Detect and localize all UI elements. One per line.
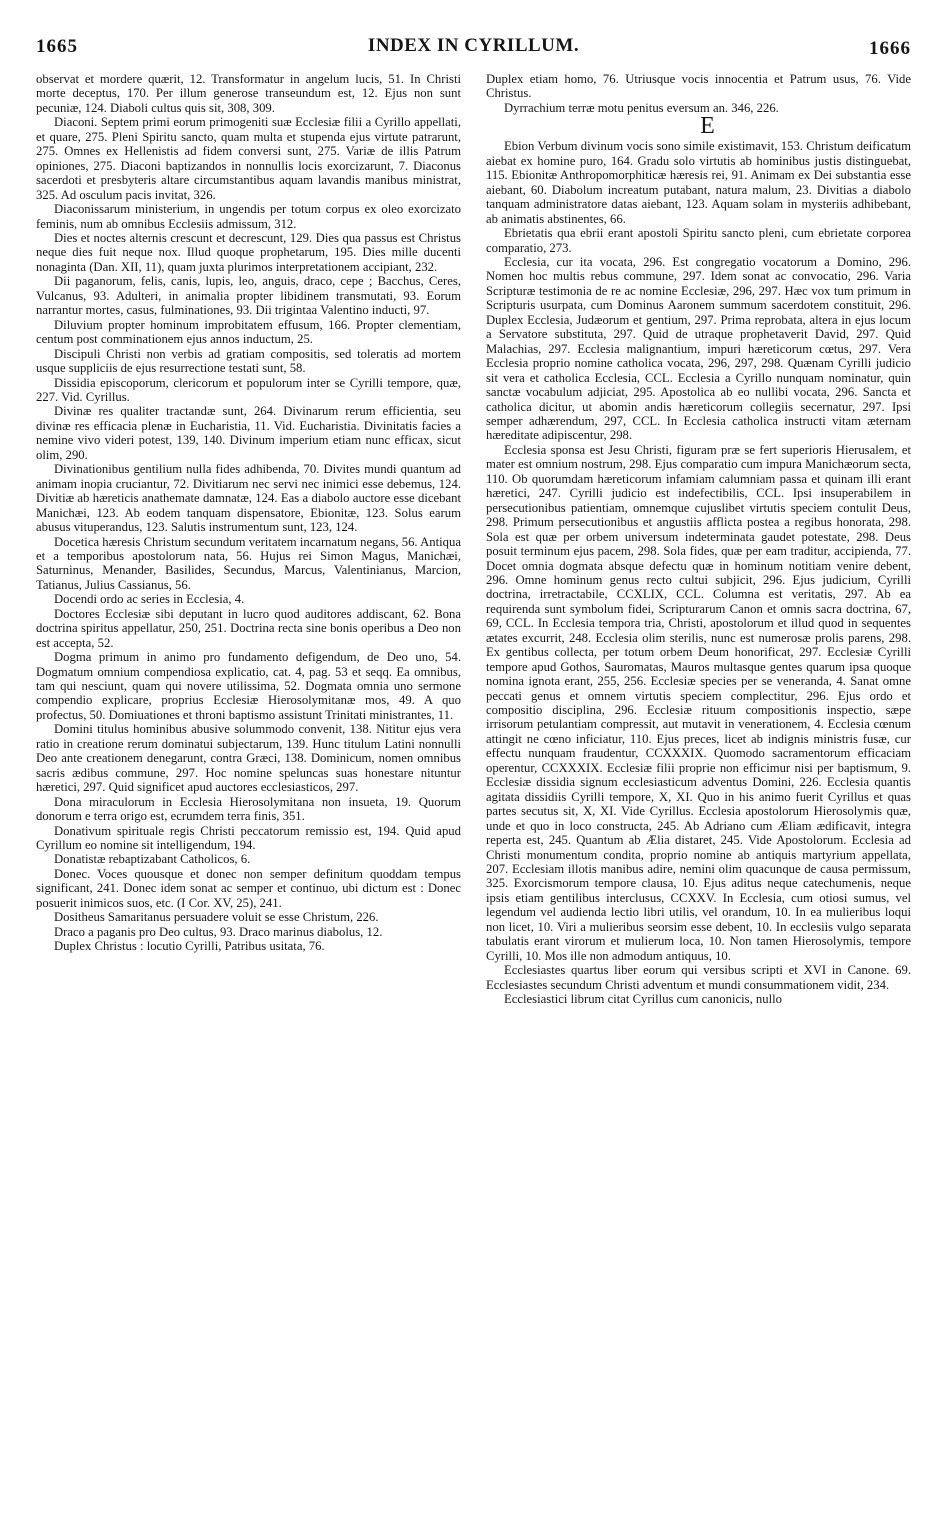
index-entry: Domini titulus hominibus abusive solummodo convenit, 138. Nititur ejus vera ratio in creatione rerum dominatui subjectarum, 139. Hunc titulum Latini nonnulli Deo ante creationem denegarunt, contra Græci, 138. Dominicum, nomen omnibus sacris ædibus commune, 297. Hoc nomine speluncas suas honestare nituntur hæretici, 297. Quid significet apud auctores ecclesiasticos, 297.: [36, 722, 461, 795]
index-entry: Dies et noctes alternis crescunt et decrescunt, 129. Dies qua passus est Christus neque dies fuit neque nox. Illud quoque prophetarum, 195. Dies mille ducenti nonaginta (Dan. XII, 11), quam juxta plurimos interpretationem accipiant, 232.: [36, 230, 461, 274]
index-entry: Dogma primum in animo pro fundamento defigendum, de Deo uno, 54. Dogmatum omnium compendiosa explicatio, cat. 4, pag. 53 et seqq. Ea omnibus, tam qui nesciunt, quam qui novere utilissima, 52. Dogmata omnia uno sermone compendio explicare, proprius Ecclesiæ Hierosolymitanæ mos, 49. A quo profectus, 50. Domiuationes et throni baptismo assistunt Trinitati ministrantes, 11.: [36, 650, 461, 722]
index-entry: Draco a paganis pro Deo cultus, 93. Draco marinus diabolus, 12.: [54, 924, 383, 939]
index-entry: Divinæ res qualiter tractandæ sunt, 264. Divinarum rerum efficientia, seu divinæ res efficacia plenæ in Eucharistia, 11. Vid. Eucharistia. Divinitatis facies a nemine vivo videri potest, 139, 140. Divinum imperium etiam nunc efficax, sicut olim, 290.: [36, 404, 461, 462]
right-column: [486, 72, 911, 1007]
index-entry: Duplex etiam homo, 76. Utriusque vocis innocentia et Patrum usus, 76. Vide Christus.: [486, 72, 911, 101]
page-header: [36, 30, 911, 64]
index-entry: Donativum spirituale regis Christi peccatorum remissio est, 194. Quid apud Cyrillum eo nomine sit intelligendum, 194.: [36, 823, 461, 853]
index-entry: Dyrrachium terræ motu penitus eversum an. 346, 226.: [504, 100, 779, 115]
index-entry: Ecclesia, cur ita vocata, 296. Est congregatio vocatorum a Domino, 296. Nomen hoc multis rebus commune, 297. Idem sonat ac convocatio, 296. Varia Scripturæ testimonia de re ac nomine Ecclesiæ, 296, 297. Hæc vox tum primum in Scripturis usurpata, cum Dominus Aaronem summum sacerdotem constituit, 296. Duplex Ecclesia, Judæorum et gentium, 297. Prima reprobata, altera in ejus locum a Servatore substituta, 297. Quid de utraque prophetaverit David, 297. Quid Malachias, 297. Ecclesia malignantium, impuri hæreticorum cœtus, 297. Vera Ecclesia proprio nomine catholica vocata, 296, 297, 298. Quænam Cyrilli judicio sit vera et catholica Ecclesia, CCL. Ecclesia a Cyrillo nunquam nominatur, quin sanctæ vocabulum adjiciat, 295. Apostolica ab eo nullibi vocata, 296. Sancta et catholica dicitur, ut abomin andis hæreticorum collegiis secernatur, 297. Ipsi semper adhærendum, 297, CCL. In Ecclesia catholica instructi vitam æternam hæreditate adipiscentur, 298.: [486, 254, 911, 443]
index-entry: Diaconi. Septem primi eorum primogeniti suæ Ecclesiæ filii a Cyrillo appellati, et quare, 275. Pleni Spiritu sancto, quam multa et stupenda ejus virtute patrarunt, 275. Omnes ex Hellenistis ad fidem conversi sunt, 275. Variæ de illis Patrum opiniones, 275. Diaconi baptizandos in nonnullis locis exorcizarunt, 7. Diaconus sacerdoti et presbyteris altare circumstantibus aquam lavandis manibus ministrat, 325. Ad osculum pacis invitat, 326.: [36, 115, 461, 202]
index-entry: Dositheus Samaritanus persuadere voluit se esse Christum, 226.: [54, 910, 379, 925]
index-entry: Ebrietatis qua ebrii erant apostoli Spiritu sancto pleni, cum ebrietate corporea comparatio, 273.: [486, 226, 911, 255]
index-entry: Ebion Verbum divinum vocis sono simile existimavit, 153. Christum deificatum aiebat ex homine puro, 164. Gradu solo virtutis ab hominibus justis distinguebat, 115. Ebionitæ Anthropomorphiticæ hæresis rei, 91. Animam ex Dei substantia esse aiebant, 60. Diabolum increatum putabant, natura malum, 23. Divitias a diabolo tanquam administratore datas aiebant, 123. Aquam solam in mysteriis adhibebant, ab animatis abstinentes, 66.: [486, 139, 911, 226]
index-entry: observat et mordere quærit, 12. Transformatur in angelum lucis, 51. In Christi morte deceptus, 170. Per illum generose transeundum est, 12. Ejus non sunt pecuniæ, 124. Diaboli cultus quis sit, 308, 309.: [36, 72, 461, 115]
section-letter: E: [700, 113, 715, 140]
text-columns: [36, 72, 911, 1007]
index-entry: Ecclesiastici librum citat Cyrillus cum canonicis, nullo: [504, 992, 783, 1007]
index-entry: Duplex Christus : locutio Cyrilli, Patribus usitata, 76.: [54, 939, 325, 954]
index-entry: Dii paganorum, felis, canis, lupis, leo, anguis, draco, cepe ; Bacchus, Ceres, Vulcanus, 93. Adulteri, in animalia propter libidinem transmutati, 93. Eorum narrantur mortes, casus, fulminationes, 93. Dii trigintaa Valentino inducti, 97.: [36, 274, 461, 318]
index-entry: Ecclesiastes quartus liber eorum qui versibus scripti et XVI in Canone. 69. Ecclesiastes secundum Christi adventum et mundi consummationem vidit, 234.: [486, 963, 911, 992]
page-number-right: 1666: [869, 38, 911, 59]
index-entry: Dona miraculorum in Ecclesia Hierosolymitana non insueta, 19. Quorum donorum e terra origo est, ecrumdem terra finis, 351.: [36, 794, 461, 824]
page-title: INDEX IN CYRILLUM.: [367, 35, 580, 56]
index-entry: Dissidia episcoporum, clericorum et populorum inter se Cyrilli tempore, quæ, 227. Vid. Cyrillus.: [36, 375, 461, 404]
index-entry: Discipuli Christi non verbis ad gratiam compositis, sed toleratis ad mortem usque suppliciis de ejus resurrectione testati sunt, 58.: [36, 346, 461, 376]
index-entry: Doctores Ecclesiæ sibi deputant in lucro quod auditores addiscant, 62. Bona doctrina spiritus appellatur, 250, 251. Doctrina recta sine bonis operibus a Deo non est accepta, 52.: [36, 606, 461, 650]
index-entry: Diluvium propter hominum improbitatem effusum, 166. Propter clementiam, centum post comminationem ejus annos inductum, 25.: [36, 317, 461, 347]
left-column: [36, 72, 461, 1007]
index-entry: Donatistæ rebaptizabant Catholicos, 6.: [54, 852, 251, 867]
index-entry: Diaconissarum ministerium, in ungendis per totum corpus ex oleo exorcizato feminis, num ab omnibus Ecclesiis admissum, 312.: [36, 202, 461, 231]
index-entry: Donec. Voces quousque et donec non semper definitum quoddam tempus significant, 241. Donec idem sonat ac semper et continuo, ubi dictum est : Donec posuerit inimicos suos, etc. (I Cor. XV, 25), 241.: [36, 866, 461, 910]
index-entry: Docetica hæresis Christum secundum veritatem incarnatum negans, 56. Antiqua et a temporibus apostolorum nata, 56. Hujus rei Simon Magus, Manichæi, Saturninus, Menander, Basilides, Secundus, Marcus, Valentinianus, Marcion, Tatianus, Julius Cassianus, 56.: [36, 534, 461, 592]
page-number-left: 1665: [36, 36, 78, 57]
index-entry: Docendi ordo ac series in Ecclesia, 4.: [54, 592, 245, 607]
index-entry: Divinationibus gentilium nulla fides adhibenda, 70. Divites mundi quantum ad animam inopia cruciantur, 72. Divitiarum nec servi nec inimici esse debemus, 124. Divitiæ ab hæreticis anathemate damnatæ, 124. Eas a diabolo auctore esse dicebant Manichæi, 123. Ab eodem tanquam dispensatore, Ebionitæ, 123. Solus earum abusus vituperandus, 123. Salutis instrumentum sunt, 123, 124.: [36, 462, 461, 535]
index-entry: Ecclesia sponsa est Jesu Christi, figuram præ se fert superioris Hierusalem, et mater est omnium nostrum, 298. Ejus comparatio cum impura Manichæorum secta, 110. Ob quorumdam hæreticorum infamiam calumniam passa et quinam illi erant hæretici, 247. Cyrilli judicio est indefectibilis, CCL. Ipsi insuperabilem in persecutionibus patientiam, omnemque cujuslibet virtutis speciem contulit Deus, 298. Primum persecutionibus et angustiis afflicta postea a regibus honorata, 298. Sola est quæ per orbem universum indeterminata gaudet potestate, 298. Deus posuit terminum ejus pacem, 298. Sola fides, quæ per eam traditur, accipienda, 77. Docet omnia dogmata absque defectu quæ in hominum notitiam venire debent, 296. Omne hominum genus recto cultui subjicit, 296. Ejus judicium, Cyrilli doctrina, irretractabile, CCXLIX, CCL. Columna est veritatis, 297. Ab ea requirenda sunt symbolum fidei, Scripturarum Canon et omnis sacra doctrina, 67, 69, CCL. In Ecclesia tempora tria, Christi, apostolorum et illud quod in sequentes ætates excurrit, 248. Ecclesia olim sterilis, nunc est numerosæ prolis parens, 298. Ex gentibus collecta, per totum orbem Deum honorificat, 297. Ecclesiæ Cyrilli tempore apud Gothos, Sauromatas, Mauros multasque gentes quarum ipsa quoque nomina ignota erant, 255, 256. Ecclesiæ species per se veneranda, 4. Sanat omne peccati genus et omnem virtutis speciem complectitur, 296. Ejus ordo et compositio disciplina, 296. Ecclesiæ rituum compositionis inspectio, sæpe irrisorum petulantiam compressit, aut mutavit in venerationem, 4. Ecclesia cœnum attingit ne cœno inficiatur, 110. Ejus preces, licet ab indignis ministris fusæ, cur effectu nunquam fraudentur, CCXXXIX. Quomodo sacramentorum efficaciam operentur, CCXXXIX. Ecclesiæ filii proprie non efficimur nisi per baptismum, 9. Ecclesiæ dissidia signum ecclesiasticum adventus Domini, 226. Ecclesia quantis agitata dissidiis Cyrilli tempore, X, XI. Quo in his animo fuerit Cyrillus et quas partes secutus sit, X, XI. Vide Cyrillus. Ecclesia apostolorum Hierosolymis quæ, unde et quo in loco constructa, 245. Ab Adriano cum Æliam ædificavit, integra reperta est, 245. Quantum ab Ælia distaret, 245. Vide Apostolorum. Ecclesia ad Christi monumentum condita, proprio nomine ab antiquis martyrium appellata, 207. Ecclesiam illotis manibus adire, nemini olim quacunque de causa permissum, 325. Exorcismorum tempore clausa, 10. Ejus aditus neque catechumenis, neque ipsis etiam gentilibus interclusus, CCXXV. In Ecclesia, cum otiosi sumus, vel legendum vel audienda lectio libri utilis, vel orandum, 10. In ea mulieribus loqui non licet, 10. Viri a mulieribus seorsim esse debent, 10. In ecclesiis vulgo separata tabulatis erant virorum et mulierum loca, 10. Non tamen Hierosolymis, tempore Cyrilli, 10. Mos ille non admodum antiquus, 10.: [486, 442, 911, 963]
